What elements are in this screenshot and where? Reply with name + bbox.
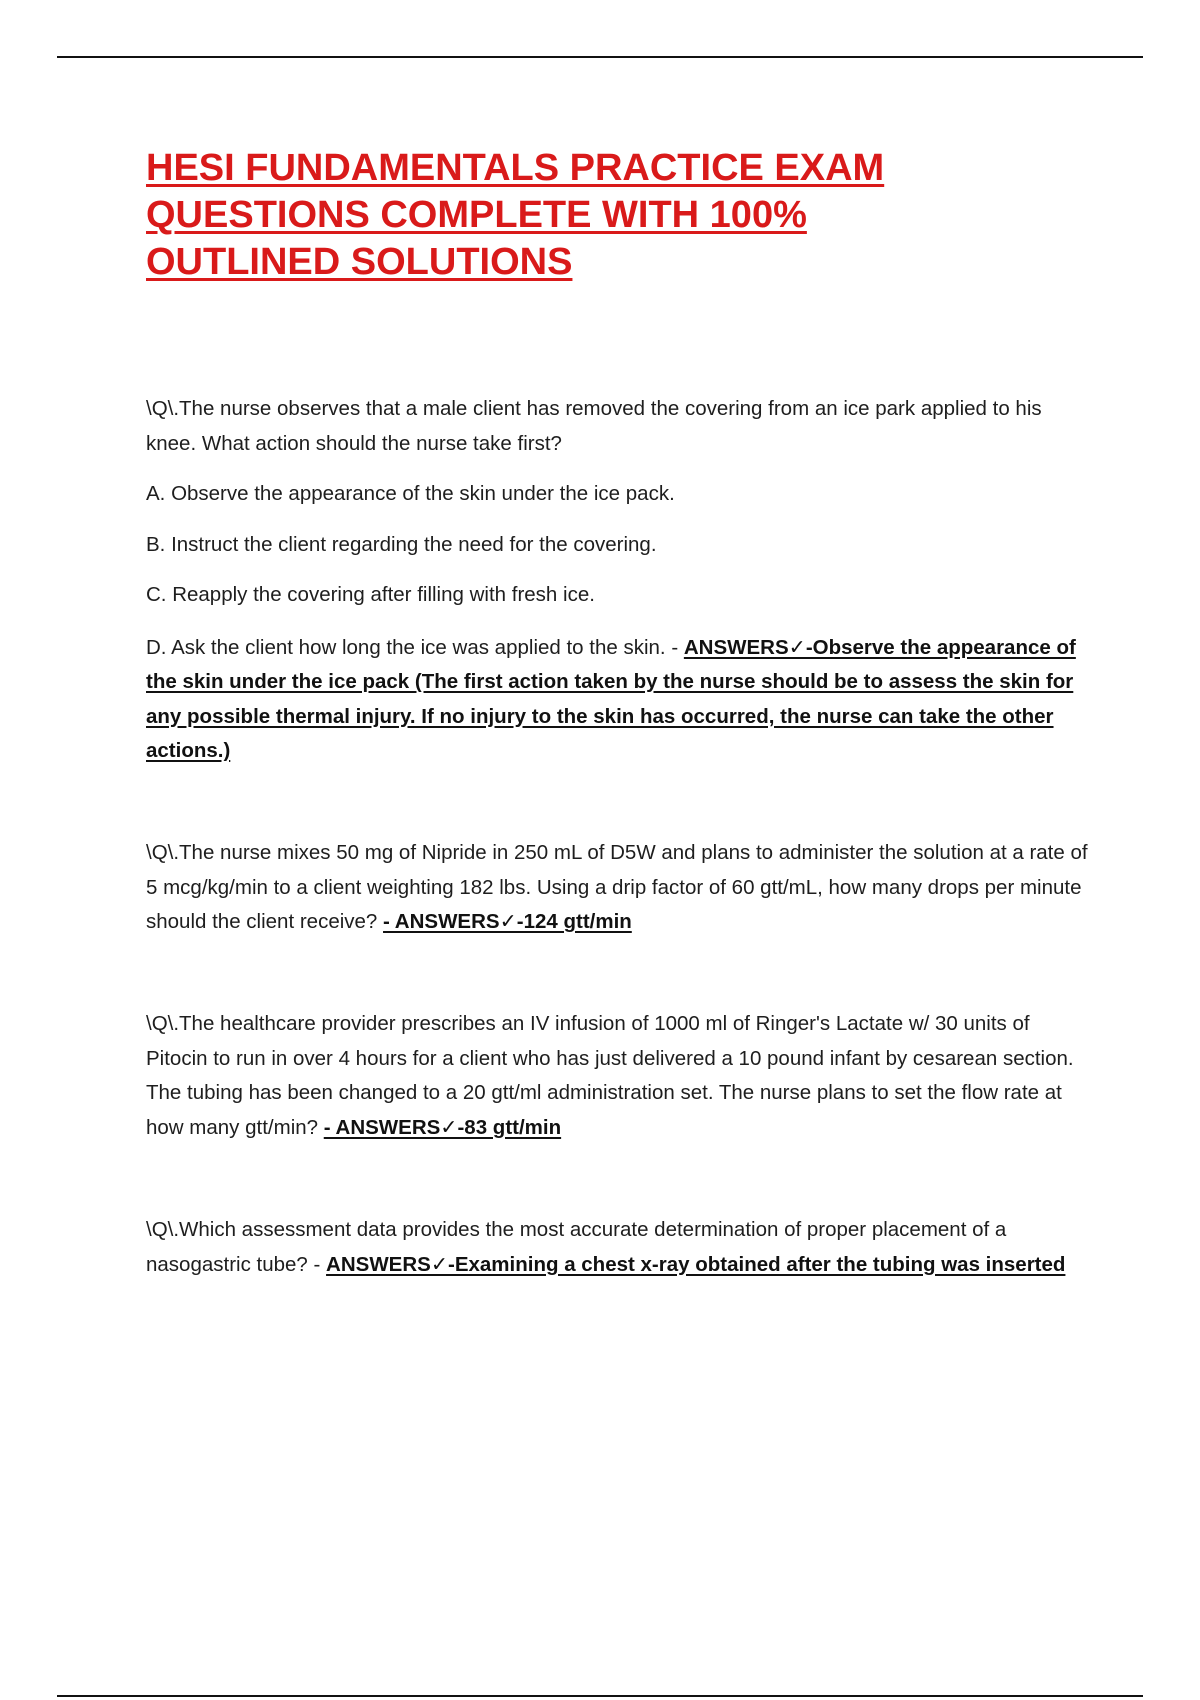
question-3-stem: \Q\.The healthcare provider prescribes an IV infusion of 1000 ml of Ringer's Lactate w/ 30 units of Pitocin to run in over 4 hours for a client who has just delivered a 10 pound infant by cesarean section. The tubing has been changed to a 20 gtt/ml administration set. The nurse plans to set the flow rate at how many gtt/min?: [146, 1012, 1074, 1139]
bottom-rule: [57, 1695, 1143, 1697]
question-1-option-b: B. Instruct the client regarding the need for the covering.: [146, 532, 657, 556]
question-1-stem: \Q\.The nurse observes that a male client has removed the covering from an ice park applied to his knee. What action should the nurse take first?: [146, 397, 1042, 455]
question-2-stem: \Q\.The nurse mixes 50 mg of Nipride in 250 mL of D5W and plans to administer the solution at a rate of 5 mcg/kg/min to a client weighting 182 lbs. Using a drip factor of 60 gtt/mL, how many drops per minute should the client receive?: [146, 841, 1088, 933]
question-4-text: [146, 1213, 1092, 1282]
question-4-stem: \Q\.Which assessment data provides the most accurate determination of proper placement of a nasogastric tube? -: [146, 1218, 1007, 1276]
question-4-answer: ANSWERS✓-Examining a chest x-ray obtained after the tubing was inserted: [326, 1252, 1066, 1276]
question-2-answer: - ANSWERS✓-124 gtt/min: [383, 910, 632, 933]
question-1-option-a: A. Observe the appearance of the skin under the ice pack.: [146, 482, 675, 505]
question-3-answer: - ANSWERS✓-83 gtt/min: [323, 1115, 562, 1139]
question-3: [146, 1007, 1092, 1145]
question-1-option-c: C. Reapply the covering after filling with fresh ice.: [146, 583, 595, 606]
title-line-2: QUESTIONS COMPLETE WITH 100%: [146, 194, 807, 236]
question-1-option-d: D. Ask the client how long the ice was applied to the skin. -: [146, 635, 684, 659]
question-1-answer: ANSWERS✓-Observe the appearance of the skin under the ice pack (The first action taken by the nurse should be to assess the skin for any possible thermal injury. If no injury to the skin has occurred, the nurse can take the other actions.): [146, 635, 1076, 762]
question-2: [146, 836, 1092, 940]
question-1-option-d-with-answer: [146, 631, 1092, 769]
top-rule: [57, 56, 1143, 58]
question-3-text: [146, 1007, 1092, 1145]
question-1: [146, 392, 1092, 769]
question-4: [146, 1213, 1092, 1282]
question-2-text: [146, 836, 1092, 940]
title-line-1: HESI FUNDAMENTALS PRACTICE EXAM: [146, 147, 885, 189]
document-title: [146, 145, 1046, 286]
title-line-3: OUTLINED SOLUTIONS: [146, 241, 573, 283]
